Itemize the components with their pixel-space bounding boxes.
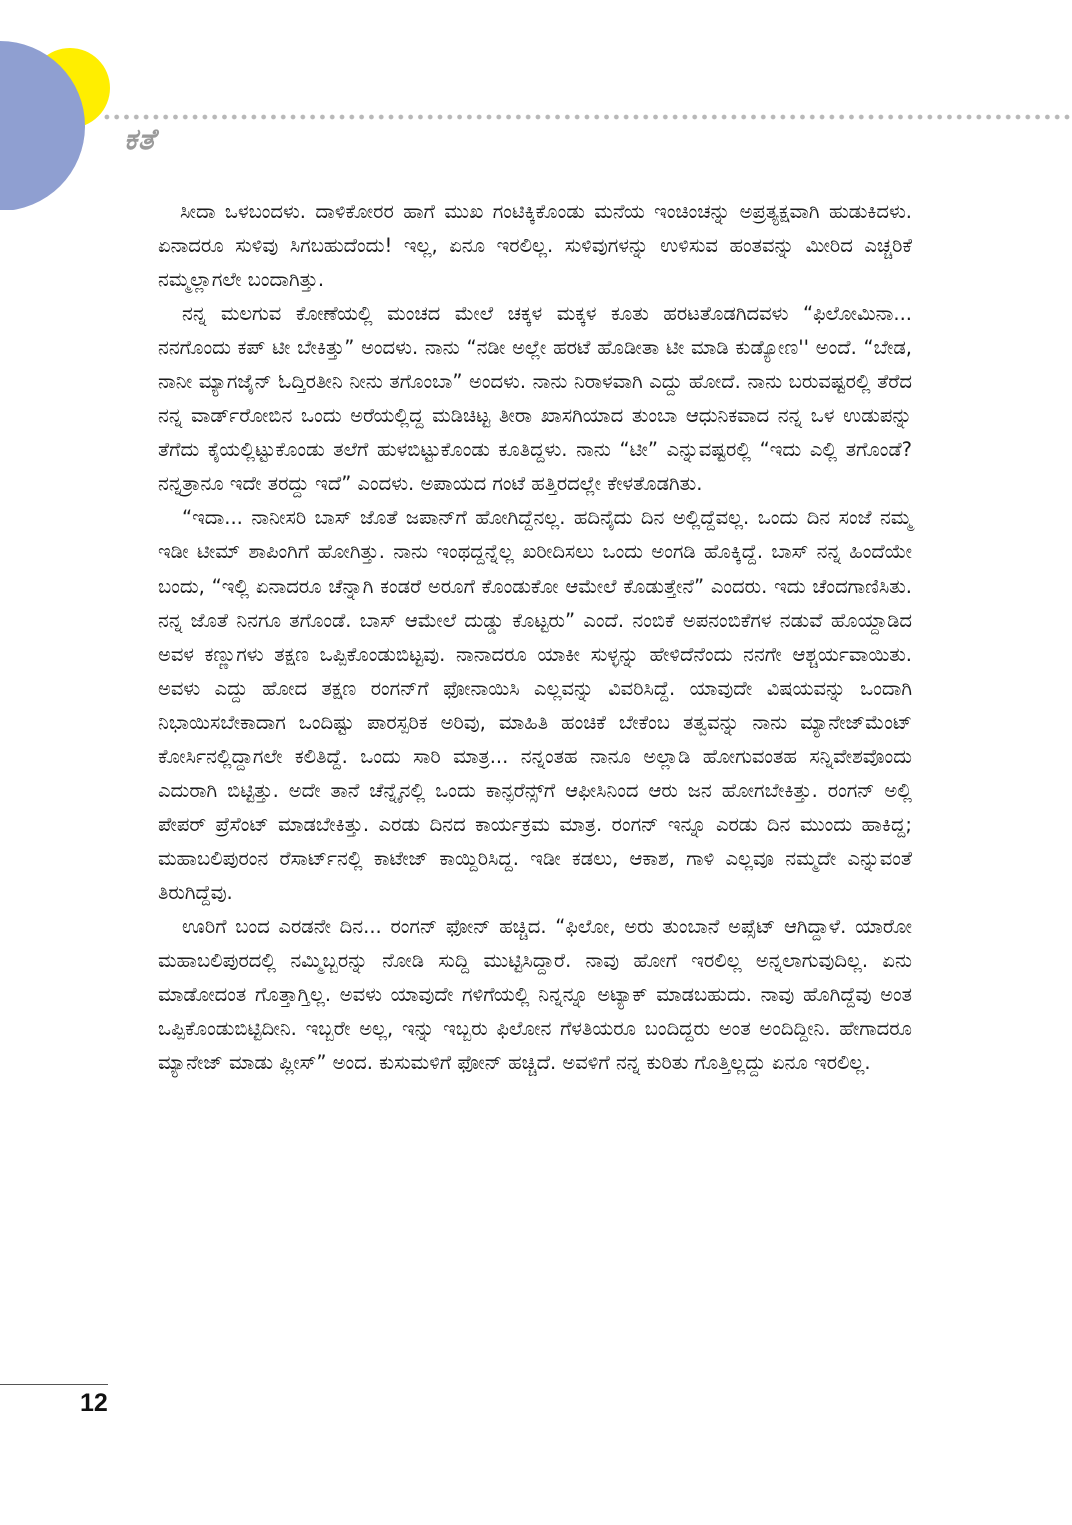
story-paragraph-4: ಊರಿಗೆ ಬಂದ ಎರಡನೇ ದಿನ... ರಂಗನ್ ಫೋನ್ ಹಚ್ಚಿದ. “ಫಿಲೋ, ಅರು ತುಂಬಾನೆ ಅಪ್ಸೆಟ್ ಆಗಿದ್ದಾಳೆ. ಯಾರೋ ಮಹಾಬಲಿಪುರದಲ್ಲಿ ನಮ್ಮಿಬ್ಬರನ್ನು ನೋಡಿ ಸುದ್ದಿ ಮುಟ್ಟಿಸಿದ್ದಾರೆ. ನಾವು ಹೋಗೆ ಇರಲಿಲ್ಲ ಅನ್ನಲಾಗುವುದಿಲ್ಲ. ಏನು ಮಾಡೋದಂತ ಗೊತ್ತಾಗ್ತಿಲ್ಲ. ಅವಳು ಯಾವುದೇ ಗಳಿಗೆಯಲ್ಲಿ ನಿನ್ನನ್ನೂ ಅಟ್ಯಾಕ್ ಮಾಡಬಹುದು. ನಾವು ಹೊಗಿದ್ದೆವು ಅಂತ ಒಪ್ಪಿಕೊಂಡುಬಿಟ್ಟಿದೀನಿ. ಇಬ್ಬರೇ ಅಲ್ಲ, ಇನ್ನು ಇಬ್ಬರು ಫಿಲೋನ ಗೆಳತಿಯರೂ ಬಂದಿದ್ದರು ಅಂತ ಅಂದಿದ್ದೀನಿ. ಹೇಗಾದರೂ ಮ್ಯಾನೇಜ್ ಮಾಡು ಪ್ಲೀಸ್” ಅಂದ. ಕುಸುಮಳಿಗೆ ಫೋನ್ ಹಚ್ಚಿದೆ. ಅವಳಿಗೆ ನನ್ನ ಕುರಿತು ಗೊತ್ತಿಲ್ಲದ್ದು ಏನೂ ಇರಲಿಲ್ಲ. (158, 914, 912, 1075)
footer-rule (0, 1384, 108, 1385)
story-paragraph-1: ಸೀದಾ ಒಳಬಂದಳು. ದಾಳಿಕೋರರ ಹಾಗೆ ಮುಖ ಗಂಟಿಕ್ಕಿಕೊಂಡು ಮನೆಯ ಇಂಚಿಂಚನ್ನು ಅಪ್ರತ್ಯಕ್ಷವಾಗಿ ಹುಡುಕಿದಳು. ಏನಾದರೂ ಸುಳಿವು ಸಿಗಬಹುದೆಂದು! ಇಲ್ಲ, ಏನೂ ಇರಲಿಲ್ಲ. ಸುಳಿವುಗಳನ್ನು ಉಳಿಸುವ ಹಂತವನ್ನು ಮೀರಿದ ಎಚ್ಚರಿಕೆ ನಮ್ಮಲ್ಲಾಗಲೇ ಬಂದಾಗಿತ್ತು. (158, 200, 912, 292)
decorative-circles (0, 0, 120, 210)
story-body (158, 195, 912, 1080)
story-paragraph-2: ನನ್ನ ಮಲಗುವ ಕೋಣೆಯಲ್ಲಿ ಮಂಚದ ಮೇಲೆ ಚಕ್ಕಳ ಮಕ್ಕಳ ಕೂತು ಹರಟತೊಡಗಿದವಳು “ಫಿಲೋಮಿನಾ... ನನಗೊಂದು ಕಪ್ ಟೀ ಬೇಕಿತ್ತು” ಅಂದಳು. ನಾನು “ನಡೀ ಅಲ್ಲೇ ಹರಟೆ ಹೊಡೀತಾ ಟೀ ಮಾಡಿ ಕುಡ್ಯೋಣ'' ಅಂದೆ. “ಬೇಡ, ನಾನೀ ಮ್ಯಾಗಜೈನ್ ಓದ್ತಿರತೀನಿ ನೀನು ತಗೊಂಬಾ” ಅಂದಳು. ನಾನು ನಿರಾಳವಾಗಿ ಎದ್ದು ಹೋದೆ. ನಾನು ಬರುವಷ್ಟರಲ್ಲಿ ತೆರೆದ ನನ್ನ ವಾರ್ಡ್‌ರೋಬಿನ ಒಂದು ಅರೆಯಲ್ಲಿದ್ದ ಮಡಿಚಿಟ್ಟ ತೀರಾ ಖಾಸಗಿಯಾದ ತುಂಬಾ ಆಧುನಿಕವಾದ ನನ್ನ ಒಳ ಉಡುಪನ್ನು ತೆಗೆದು ಕೈಯಲ್ಲಿಟ್ಟುಕೊಂಡು ತಲೆಗೆ ಹುಳಬಿಟ್ಟುಕೊಂಡು ಕೂತಿದ್ದಳು. ನಾನು “ಟೀ” ಎನ್ನುವಷ್ಟರಲ್ಲಿ “ಇದು ಎಲ್ಲಿ ತಗೊಂಡೆ? ನನ್ನತ್ರಾನೂ ಇದೇ ತರದ್ದು ಇದೆ” ಎಂದಳು. ಅಪಾಯದ ಗಂಟೆ ಹತ್ತಿರದಲ್ಲೇ ಕೇಳತೊಡಗಿತು. (158, 302, 912, 496)
page-number: 12 (80, 1389, 108, 1417)
dotted-header-rule (102, 113, 1072, 121)
story-paragraph-3: “ಇದಾ... ನಾನೀಸರಿ ಬಾಸ್ ಜೊತೆ ಜಪಾನ್‌ಗೆ ಹೋಗಿದ್ದೆನಲ್ಲ. ಹದಿನೈದು ದಿನ ಅಲ್ಲಿದ್ದೆವಲ್ಲ. ಒಂದು ದಿನ ಸಂಜೆ ನಮ್ಮ ಇಡೀ ಟೀಮ್ ಶಾಪಿಂಗಿಗೆ ಹೋಗಿತ್ತು. ನಾನು ಇಂಥದ್ದನ್ನೆಲ್ಲ ಖರೀದಿಸಲು ಒಂದು ಅಂಗಡಿ ಹೊಕ್ಕಿದ್ದೆ. ಬಾಸ್ ನನ್ನ ಹಿಂದೆಯೇ ಬಂದು, “ಇಲ್ಲಿ ಏನಾದರೂ ಚೆನ್ನಾಗಿ ಕಂಡರೆ ಅರೂಗೆ ಕೊಂಡುಕೋ ಆಮೇಲೆ ಕೊಡುತ್ತೇನೆ” ಎಂದರು. ಇದು ಚೆಂದಗಾಣಿಸಿತು. ನನ್ನ ಜೊತೆ ನಿನಗೂ ತಗೊಂಡೆ. ಬಾಸ್ ಆಮೇಲೆ ದುಡ್ಡು ಕೊಟ್ಟರು” ಎಂದೆ. ನಂಬಿಕೆ ಅಪನಂಬಿಕೆಗಳ ನಡುವೆ ಹೊಯ್ದಾಡಿದ ಅವಳ ಕಣ್ಣುಗಳು ತಕ್ಷಣ ಒಪ್ಪಿಕೊಂಡುಬಿಟ್ಟವು. ನಾನಾದರೂ ಯಾಕೀ ಸುಳ್ಳನ್ನು ಹೇಳಿದೆನೆಂದು ನನಗೇ ಆಶ್ಚರ್ಯವಾಯಿತು. ಅವಳು ಎದ್ದು ಹೋದ ತಕ್ಷಣ ರಂಗನ್‌ಗೆ ಫೋನಾಯಿಸಿ ಎಲ್ಲವನ್ನು ವಿವರಿಸಿದ್ದೆ. ಯಾವುದೇ ವಿಷಯವನ್ನು ಒಂದಾಗಿ ನಿಭಾಯಿಸಬೇಕಾದಾಗ ಒಂದಿಷ್ಟು ಪಾರಸ್ಪರಿಕ ಅರಿವು, ಮಾಹಿತಿ ಹಂಚಿಕೆ ಬೇಕೆಂಬ ತತ್ವವನ್ನು ನಾನು ಮ್ಯಾನೇಜ್‌ಮೆಂಟ್ ಕೋರ್ಸಿನಲ್ಲಿದ್ದಾಗಲೇ ಕಲಿತಿದ್ದೆ. ಒಂದು ಸಾರಿ ಮಾತ್ರ... ನನ್ನಂತಹ ನಾನೂ ಅಲ್ಲಾಡಿ ಹೋಗುವಂತಹ ಸನ್ನಿವೇಶವೊಂದು ಎದುರಾಗಿ ಬಿಟ್ಟಿತ್ತು. ಅದೇ ತಾನೆ ಚೆನ್ನೈನಲ್ಲಿ ಒಂದು ಕಾನ್ಫರೆನ್ಸ್‌ಗೆ ಆಫೀಸಿನಿಂದ ಆರು ಜನ ಹೋಗಬೇಕಿತ್ತು. ರಂಗನ್ ಅಲ್ಲಿ ಪೇಪರ್ ಪ್ರೆಸೆಂಟ್ ಮಾಡಬೇಕಿತ್ತು. ಎರಡು ದಿನದ ಕಾರ್ಯಕ್ರಮ ಮಾತ್ರ. ರಂಗನ್ ಇನ್ನೂ ಎರಡು ದಿನ ಮುಂದು ಹಾಕಿದ್ದ; ಮಹಾಬಲಿಪುರಂನ ರೆಸಾರ್ಟ್‌ನಲ್ಲಿ ಕಾಟೇಜ್ ಕಾಯ್ದಿರಿಸಿದ್ದ. ಇಡೀ ಕಡಲು, ಆಕಾಶ, ಗಾಳಿ ಎಲ್ಲವೂ ನಮ್ಮದೇ ಎನ್ನುವಂತೆ ತಿರುಗಿದ್ದೆವು. (158, 506, 912, 904)
section-label: ಕತೆ (124, 122, 156, 156)
